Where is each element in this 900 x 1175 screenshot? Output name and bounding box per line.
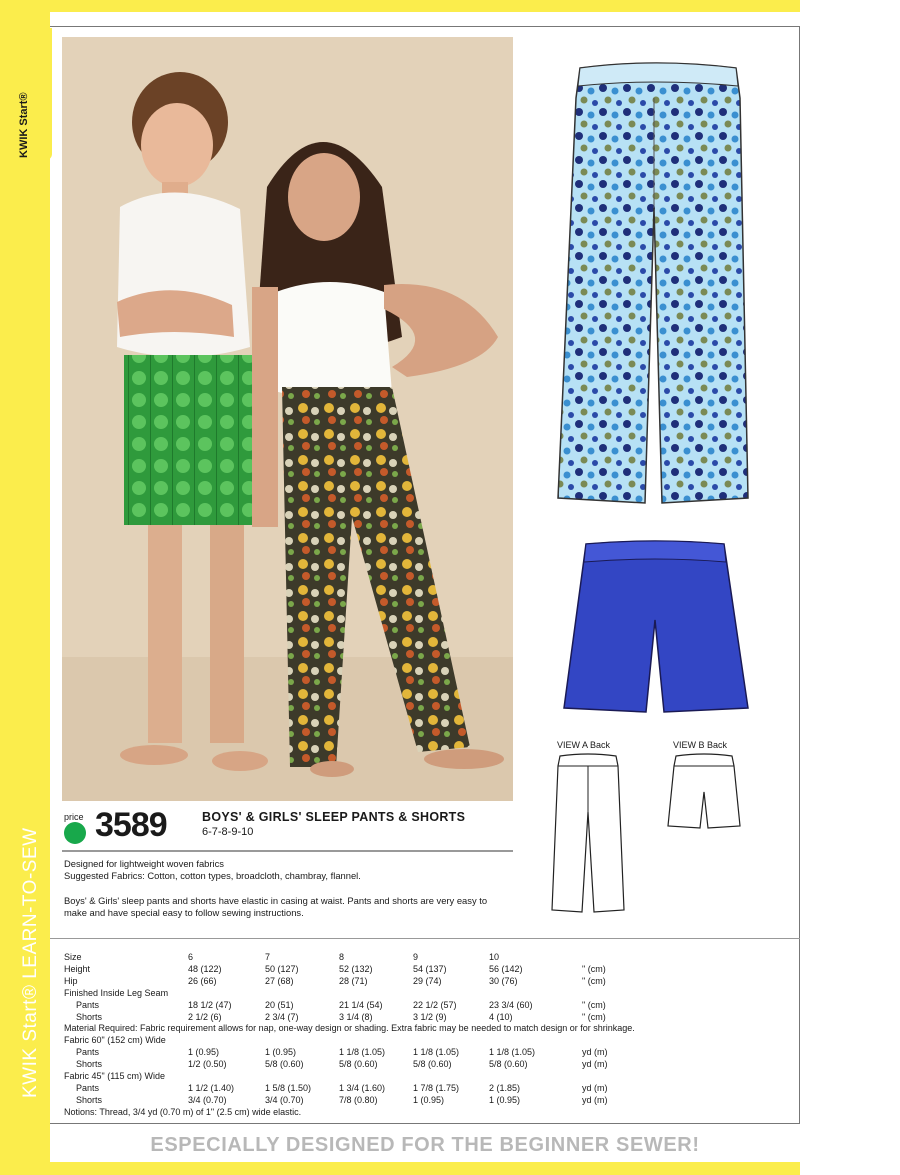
table-cell: 1 3/4 (1.60) [339, 1082, 386, 1093]
table-cell: 2 (1.85) [489, 1082, 521, 1093]
brand-tab [10, 28, 52, 160]
table-cell: 1 5/8 (1.50) [265, 1082, 312, 1093]
table-cell: 20 (51) [265, 999, 294, 1010]
table-cell: 5/8 (0.60) [489, 1059, 528, 1070]
table-unit: " (cm) [582, 1011, 606, 1022]
pattern-title: BOYS' & GIRLS' SLEEP PANTS & SHORTS [202, 810, 466, 824]
slogan: ESPECIALLY DESIGNED FOR THE BEGINNER SEWER! [150, 1134, 700, 1156]
brand-tab-text: KWIK Start® [18, 92, 30, 158]
divider [62, 850, 513, 852]
table-row-label: Height [64, 963, 91, 974]
table-row-label: Pants [76, 1082, 100, 1093]
table-row-label: Shorts [76, 1059, 103, 1070]
table-cell: 10 [489, 952, 500, 962]
table-row-label: Size [64, 952, 82, 962]
table-row-label: Hip [64, 975, 78, 986]
table-row-label: Pants [76, 999, 100, 1010]
table-cell: 1 7/8 (1.75) [413, 1082, 460, 1093]
table-cell: 1 (0.95) [188, 1047, 220, 1058]
table-cell: 27 (68) [265, 975, 294, 986]
table-cell: 52 (132) [339, 963, 373, 974]
fabric-line-1: Designed for lightweight woven fabrics [64, 858, 224, 869]
description-paragraph: Boys' & Girls' sleep pants and shorts have elastic in casing at waist. Pants and shorts are very easy to make and have special easy to follow sewing instructions. [64, 895, 488, 918]
vertical-brand-text: KWIK Start® LEARN-TO-SEW [20, 827, 41, 1098]
table-cell: 23 3/4 (60) [489, 999, 533, 1010]
table-cell: 26 (66) [188, 975, 217, 986]
table-cell: 6 [188, 952, 194, 962]
table-cell: 2 1/2 (6) [188, 1011, 222, 1022]
table-cell: 28 (71) [339, 975, 368, 986]
table-cell: 1 (0.95) [413, 1094, 445, 1105]
table-row-label: Material Required: Fabric requirement allows for nap, one-way design or shading. Extra fabric may be needed to match design or for shrinkage. [64, 1023, 635, 1034]
view-a-back-drawing [548, 752, 628, 914]
table-cell: 1 1/8 (1.05) [413, 1047, 460, 1058]
table-unit: " (cm) [582, 975, 606, 986]
table-cell: 1 (0.95) [265, 1047, 297, 1058]
table-cell: 5/8 (0.60) [413, 1059, 452, 1070]
shorts-illustration [560, 540, 750, 716]
model-photo [62, 37, 513, 801]
table-unit: " (cm) [582, 999, 606, 1010]
table-row-label: Fabric 60" (152 cm) Wide [64, 1035, 166, 1046]
table-row-label: Shorts [76, 1094, 103, 1105]
table-cell: 30 (76) [489, 975, 518, 986]
table-cell: 54 (137) [413, 963, 447, 974]
fabric-line-2: Suggested Fabrics: Cotton, cotton types, broadcloth, chambray, flannel. [64, 870, 361, 881]
table-row-label: Pants [76, 1047, 100, 1058]
table-cell: 4 (10) [489, 1011, 513, 1022]
pants-illustration [550, 58, 760, 510]
table-row-label: Finished Inside Leg Seam [64, 987, 169, 998]
table-row-label: Shorts [76, 1011, 103, 1022]
view-b-back-drawing [664, 752, 744, 832]
table-cell: 7/8 (0.80) [339, 1094, 378, 1105]
view-a-back-label: VIEW A Back [557, 740, 611, 750]
pattern-sizes: 6-7-8-9-10 [202, 826, 254, 838]
price-dot [64, 822, 86, 844]
table-cell: 48 (122) [188, 963, 222, 974]
price-label: price [64, 812, 84, 822]
table-cell: 29 (74) [413, 975, 442, 986]
view-b-back-label: VIEW B Back [673, 740, 728, 750]
table-cell: 9 [413, 952, 419, 962]
table-cell: 21 1/4 (54) [339, 999, 383, 1010]
table-row-label: Notions: Thread, 3/4 yd (0.70 m) of 1" (2.5 cm) wide elastic. [64, 1106, 302, 1117]
table-cell: 5/8 (0.60) [265, 1059, 304, 1070]
table-cell: 7 [265, 952, 271, 962]
table-unit: " (cm) [582, 963, 606, 974]
table-cell: 3/4 (0.70) [188, 1094, 227, 1105]
top-yellow-bar [0, 0, 800, 12]
pattern-number: 3589 [95, 806, 167, 844]
table-cell: 56 (142) [489, 963, 523, 974]
table-unit: yd (m) [582, 1059, 608, 1070]
table-cell: 1 1/2 (1.40) [188, 1082, 235, 1093]
table-cell: 5/8 (0.60) [339, 1059, 378, 1070]
fabric-notes [64, 858, 484, 882]
table-cell: 1/2 (0.50) [188, 1059, 227, 1070]
table-cell: 50 (127) [265, 963, 299, 974]
table-unit: yd (m) [582, 1094, 608, 1105]
table-cell: 22 1/2 (57) [413, 999, 457, 1010]
table-cell: 1 (0.95) [489, 1094, 521, 1105]
table-cell: 8 [339, 952, 345, 962]
table-cell: 3/4 (0.70) [265, 1094, 304, 1105]
table-cell: 1 1/8 (1.05) [339, 1047, 386, 1058]
table-cell: 3 1/2 (9) [413, 1011, 447, 1022]
divider [50, 938, 800, 939]
table-unit: yd (m) [582, 1047, 608, 1058]
bottom-yellow-bar [0, 1162, 800, 1175]
table-cell: 18 1/2 (47) [188, 999, 232, 1010]
table-cell: 2 3/4 (7) [265, 1011, 299, 1022]
table-row-label: Fabric 45" (115 cm) Wide [64, 1071, 166, 1081]
table-cell: 3 1/4 (8) [339, 1011, 373, 1022]
table-unit: yd (m) [582, 1082, 608, 1093]
table-cell: 1 1/8 (1.05) [489, 1047, 536, 1058]
